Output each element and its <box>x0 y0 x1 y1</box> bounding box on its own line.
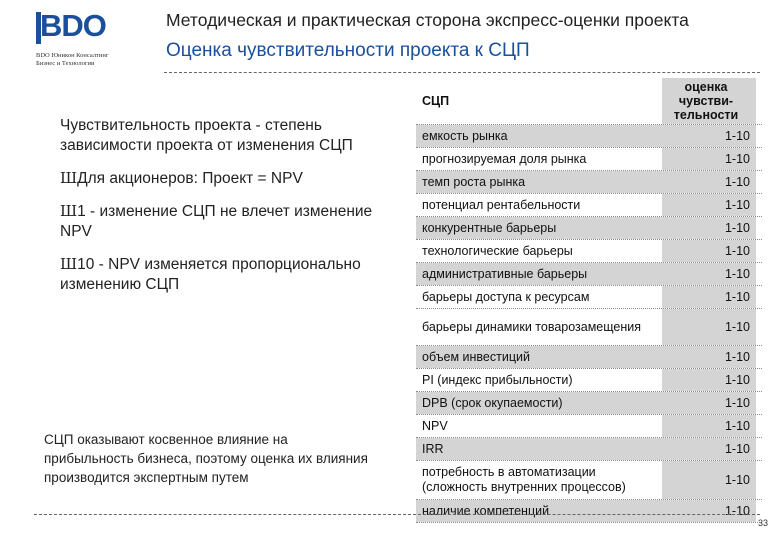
score-cell: 1-10 <box>662 217 756 239</box>
table-row <box>416 194 762 217</box>
factor-cell: PI (индекс прибыльности) <box>422 372 573 387</box>
table-row <box>416 263 762 286</box>
score-cell: 1-10 <box>662 286 756 308</box>
bullet-item <box>60 168 400 189</box>
table-row <box>416 217 762 240</box>
factor-cell: NPV <box>422 418 448 433</box>
score-cell: 1-10 <box>662 461 756 499</box>
score-cell: 1-10 <box>662 415 756 437</box>
logo-subtitle-line1: BDO Юникон Консалтинг <box>36 52 109 59</box>
score-cell: 1-10 <box>662 500 756 522</box>
table-body <box>416 125 762 523</box>
slide-subtitle: Оценка чувствительности проекта к СЦП <box>166 40 530 61</box>
bullet-glyph: Ш <box>60 202 78 220</box>
page-number: 33 <box>757 518 768 528</box>
table-row <box>416 392 762 415</box>
factor-cell: емкость рынка <box>416 125 662 147</box>
table-row <box>416 346 762 369</box>
factor-cell: IRR <box>416 438 662 460</box>
score-cell: 1-10 <box>662 309 756 345</box>
bullet-item <box>60 201 400 242</box>
factor-cell: административные барьеры <box>416 263 662 285</box>
bullet-text: Для акционеров: Проект = NPV <box>77 170 303 187</box>
bottom-divider <box>34 514 760 515</box>
factor-cell: барьеры динамики товарозамещения <box>422 319 642 334</box>
table-header-row <box>416 78 762 125</box>
bullet-glyph: Ш <box>60 255 78 273</box>
factor-cell: DPB (срок окупаемости) <box>416 392 662 414</box>
logo-subtitle-line2: Бизнес и Технологии <box>36 60 95 67</box>
score-cell: 1-10 <box>662 240 756 262</box>
logo-brand: BDO <box>40 8 106 43</box>
table-row <box>416 500 762 523</box>
score-cell: 1-10 <box>662 438 756 460</box>
factor-cell: технологические барьеры <box>422 243 573 258</box>
table-row <box>416 415 762 438</box>
factor-cell: наличие компетенций <box>416 500 662 522</box>
score-cell: 1-10 <box>662 171 756 193</box>
sensitivity-table <box>416 78 762 523</box>
score-cell: 1-10 <box>662 194 756 216</box>
table-row <box>416 286 762 309</box>
header-factor: СЦП <box>416 78 662 124</box>
factor-cell: барьеры доступа к ресурсам <box>422 289 590 304</box>
factor-cell: потенциал рентабельности <box>422 197 581 212</box>
table-row <box>416 438 762 461</box>
table-row <box>416 171 762 194</box>
factor-cell: прогнозируемая доля рынка <box>422 151 587 166</box>
slide-title: Методическая и практическая сторона экспресс-оценки проекта <box>166 10 689 30</box>
left-text-block <box>60 116 400 307</box>
bullet-glyph: Ш <box>60 169 78 187</box>
factor-cell: темп роста рынка <box>416 171 662 193</box>
definition-text: Чувствительность проекта - степень зависимости проекта от изменения СЦП <box>60 117 353 154</box>
table-row <box>416 309 762 346</box>
logo-mark <box>36 8 106 44</box>
factor-cell: конкурентные барьеры <box>416 217 662 239</box>
table-row <box>416 148 762 171</box>
score-cell: 1-10 <box>662 125 756 147</box>
logo-subtitle <box>36 52 166 68</box>
note-text: СЦП оказывают косвенное влияние на прибыльность бизнеса, поэтому оценка их влияния производится экспертным путем <box>44 432 368 485</box>
factor-cell: объем инвестиций <box>416 346 662 368</box>
score-cell: 1-10 <box>662 148 756 170</box>
header-sensitivity: оценка чувстви-тельности <box>662 78 756 124</box>
score-cell: 1-10 <box>662 392 756 414</box>
score-cell: 1-10 <box>662 263 756 285</box>
table-row <box>416 125 762 148</box>
bdo-logo <box>36 8 156 72</box>
table-row <box>416 240 762 263</box>
bullet-text: 1 - изменение СЦП не влечет изменение NPV <box>60 203 373 240</box>
factor-cell: потребность в автоматизации (сложность внутренних процессов) <box>422 465 626 494</box>
top-divider <box>164 72 760 73</box>
table-row <box>416 369 762 392</box>
bullet-item <box>60 254 400 295</box>
table-row <box>416 461 762 500</box>
bullet-text: 10 - NPV изменяется пропорционально изменению СЦП <box>60 256 361 293</box>
score-cell: 1-10 <box>662 369 756 391</box>
score-cell: 1-10 <box>662 346 756 368</box>
